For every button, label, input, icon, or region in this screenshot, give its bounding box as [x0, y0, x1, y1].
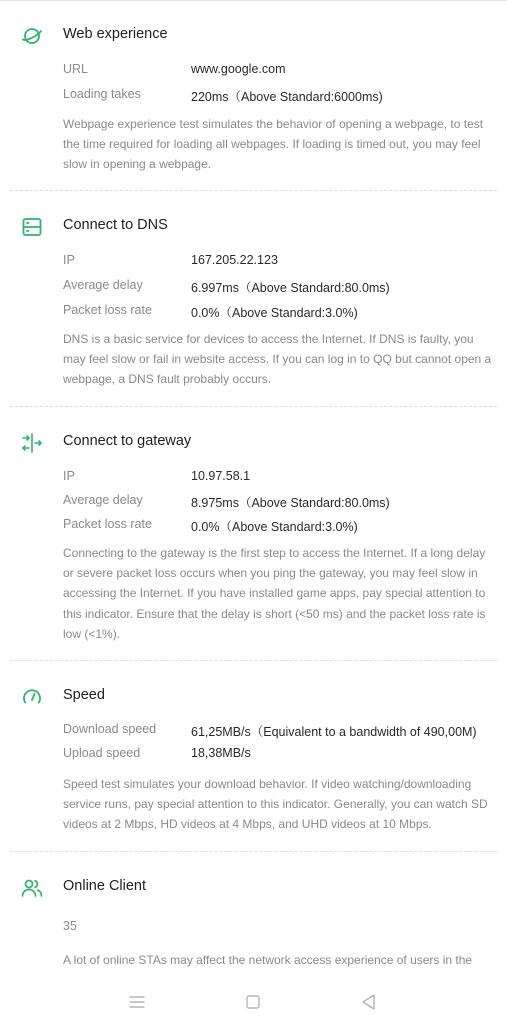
section-divider [10, 660, 497, 661]
section-description: Webpage experience test simulates the behavior of opening a webpage, to test the time required for loading all webpages. If loading is timed out, you may feel slow in opening a webpage. [63, 117, 484, 172]
section-title: Connect to DNS [63, 217, 168, 233]
info-row-average-delay [63, 493, 493, 513]
section-title: Connect to gateway [63, 433, 192, 449]
row-value: 8.975ms（Above Standard:80.0ms) [191, 496, 390, 510]
row-value: 6.997ms（Above Standard:80.0ms) [191, 281, 390, 295]
globe-icon [20, 24, 44, 48]
info-row-packet-loss [63, 517, 493, 537]
info-row-average-delay [63, 278, 493, 298]
section-description: A lot of online STAs may affect the network access experience of users in the [63, 953, 473, 967]
system-navigation-bar [0, 980, 507, 1024]
row-label: Average delay [63, 493, 143, 507]
row-value: 18,38MB/s [191, 746, 251, 760]
section-header [0, 874, 507, 904]
section-description: Connecting to the gateway is the first step to access the Internet. If a long delay or severe packet loss occurs when you ping the gateway, you may feel slow in accessing the Internet. If you have installed game apps, pay special attention to this indicator. Ensure that the delay is short (<50 ms) and the packet loss rate is low (<1%). [63, 546, 486, 641]
info-row-download-speed [63, 722, 493, 742]
row-label: Average delay [63, 278, 143, 292]
info-row-upload-speed [63, 746, 493, 766]
row-value: 220ms（Above Standard:6000ms) [191, 90, 383, 104]
row-label: IP [63, 253, 75, 267]
row-value: 167.205.22.123 [191, 253, 278, 267]
section-title: Speed [63, 687, 105, 703]
section-header [0, 429, 507, 459]
row-label: Upload speed [63, 746, 141, 760]
section-title: Online Client [63, 878, 147, 894]
info-row-packet-loss [63, 303, 493, 323]
section-divider [10, 190, 497, 191]
section-description: Speed test simulates your download behavior. If video watching/downloading service runs, pay special attention to this indicator. Generally, you can watch SD videos at 2 Mbps, HD videos at 4 Mbps, and UHD videos at 10 Mbps. [63, 777, 488, 832]
home-square-icon[interactable] [241, 990, 265, 1014]
info-row-ip [63, 469, 493, 489]
row-label: Packet loss rate [63, 517, 152, 531]
menu-icon[interactable] [125, 990, 149, 1014]
row-label: URL [63, 62, 89, 76]
row-value: 61,25MB/s（Equivalent to a bandwidth of 490,00M) [191, 725, 477, 739]
gateway-icon [20, 431, 44, 455]
info-row-ip [63, 253, 493, 273]
row-label: IP [63, 469, 75, 483]
section-header [0, 683, 507, 713]
row-value: 0.0%（Above Standard:3.0%) [191, 520, 358, 534]
row-label: Download speed [63, 722, 157, 736]
info-row-loading [63, 87, 493, 107]
section-divider [10, 406, 497, 407]
online-client-count: 35 [63, 919, 77, 933]
row-value: 0.0%（Above Standard:3.0%) [191, 306, 358, 320]
section-header [0, 22, 507, 52]
row-value: www.google.com [191, 62, 286, 76]
section-header [0, 213, 507, 243]
speedometer-icon [20, 685, 44, 709]
info-row-url [63, 62, 493, 82]
server-icon [20, 215, 44, 239]
row-value: 10.97.58.1 [191, 469, 251, 483]
section-divider [10, 851, 497, 852]
row-label: Loading takes [63, 87, 141, 101]
back-triangle-icon[interactable] [357, 990, 381, 1014]
row-label: Packet loss rate [63, 303, 152, 317]
section-title: Web experience [63, 26, 168, 42]
top-divider [0, 0, 507, 1]
section-description: DNS is a basic service for devices to access the Internet. If DNS is faulty, you may feel slow or fail in website access. If you can log in to QQ but cannot open a webpage, a DNS fault probably occurs. [63, 332, 492, 387]
users-icon [20, 876, 44, 900]
